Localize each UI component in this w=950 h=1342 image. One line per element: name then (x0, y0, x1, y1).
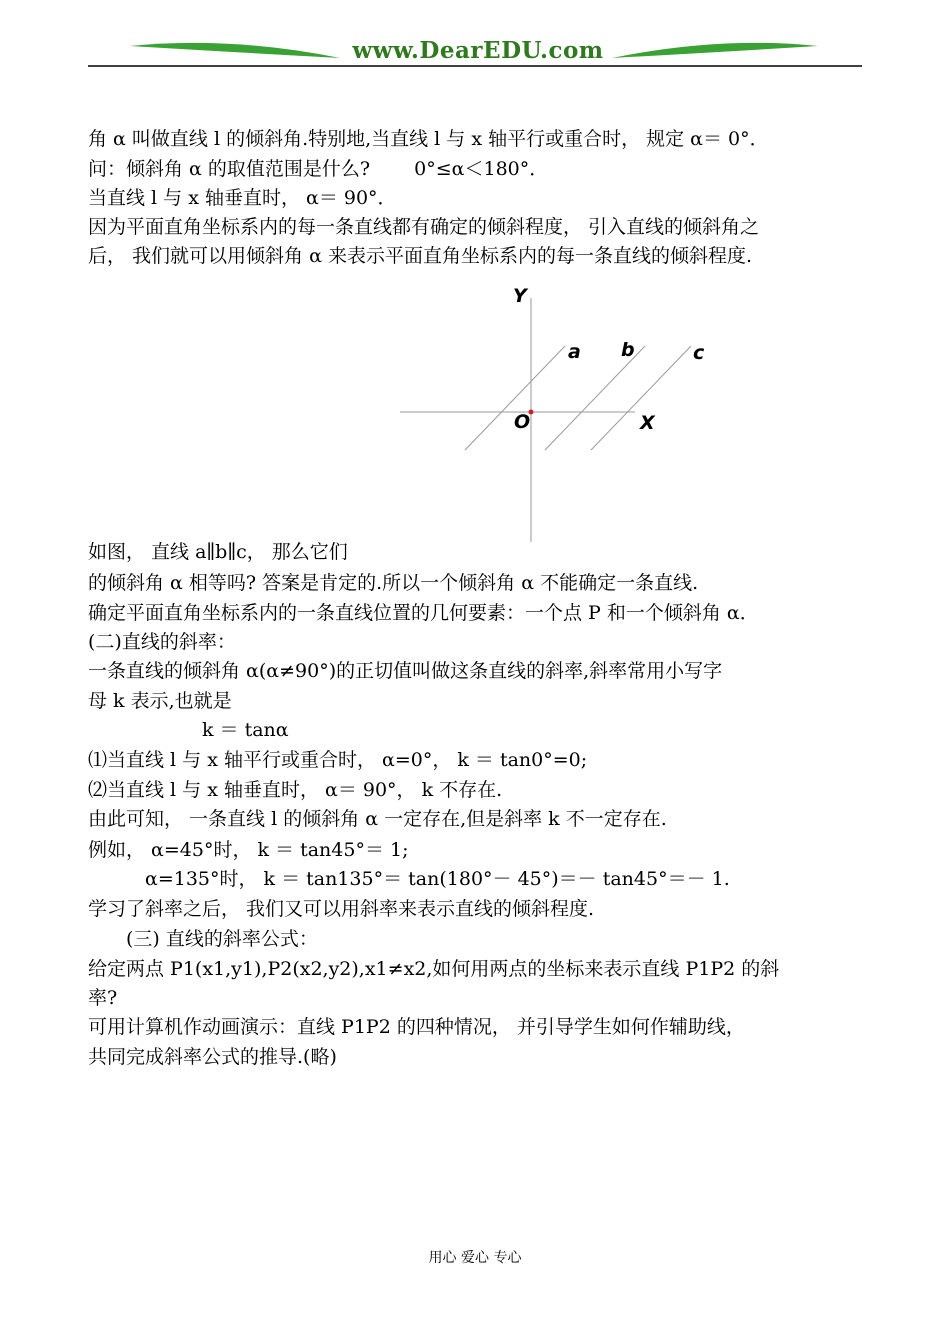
line-b-label: b (621, 339, 635, 361)
text-line: 的倾斜角 α 相等吗? 答案是肯定的.所以一个倾斜角 α 不能确定一条直线. (88, 572, 699, 594)
coordinate-axes-figure (395, 280, 725, 550)
text-line: ⑵当直线 l 与 x 轴垂直时， α＝ 90°， k 不存在. (88, 779, 503, 801)
formula-line: k ＝ tanα (88, 719, 289, 741)
line-a-label: a (568, 341, 581, 363)
line-c (591, 346, 691, 450)
parallel-lines-diagram (395, 280, 725, 550)
brand-logo-text: www.DearEDU.com (352, 37, 604, 64)
text-line: 角 α 叫做直线 l 的倾斜角.特别地,当直线 l 与 x 轴平行或重合时， 规定 α＝ 0°． (88, 128, 769, 150)
text-line: 例如， α=45°时， k ＝ tan45°＝ 1; (88, 839, 409, 861)
line-c-label: c (693, 342, 705, 364)
line-b (545, 346, 645, 450)
text-line: 问：倾斜角 α 的取值范围是什么? 0°≤α＜180°． (88, 158, 549, 180)
text-line: 母 k 表示,也就是 (88, 690, 232, 712)
text-line: 可用计算机作动画演示：直线 P1P2 的四种情况， 并引导学生如何作辅助线， (88, 1016, 745, 1038)
text-line: 如图， 直线 a∥b∥c， 那么它们 (88, 541, 348, 563)
page-header (0, 0, 950, 80)
text-line: 后， 我们就可以用倾斜角 α 来表示平面直角坐标系内的每一条直线的倾斜程度. (88, 245, 752, 267)
section-heading: (三) 直线的斜率公式： (88, 928, 318, 950)
text-line: 当直线 l 与 x 轴垂直时， α＝ 90°． (88, 187, 397, 209)
text-line: ⑴当直线 l 与 x 轴平行或重合时， α=0°， k ＝ tan0°=0; (88, 749, 588, 771)
left-swoosh (130, 43, 340, 58)
page-footer: 用心 爱心 专心 (428, 1250, 522, 1266)
y-axis-label: Y (513, 285, 527, 307)
origin-label: O (514, 411, 531, 433)
text-line: 由此可知， 一条直线 l 的倾斜角 α 一定存在,但是斜率 k 不一定存在. (88, 808, 667, 830)
x-axis-label: X (640, 412, 655, 434)
text-line: 共同完成斜率公式的推导.(略) (88, 1046, 337, 1068)
text-line: 一条直线的倾斜角 α(α≠90°)的正切值叫做这条直线的斜率,斜率常用小写字 (88, 660, 723, 682)
right-swoosh (612, 43, 818, 58)
text-line: 因为平面直角坐标系内的每一条直线都有确定的倾斜程度， 引入直线的倾斜角之 (88, 216, 760, 238)
text-line: 学习了斜率之后， 我们又可以用斜率来表示直线的倾斜程度. (88, 898, 595, 920)
line-a (465, 346, 565, 450)
text-line: 确定平面直角坐标系内的一条直线位置的几何要素：一个点 P 和一个倾斜角 α． (88, 602, 759, 624)
text-line: 给定两点 P1(x1,y1),P2(x2,y2),x1≠x2,如何用两点的坐标来表示直线 P1P2 的斜 (88, 958, 780, 980)
section-heading: (二)直线的斜率： (88, 631, 236, 653)
text-line: α=135°时， k ＝ tan135°＝ tan(180°－ 45°)＝－ tan45°＝－ 1. (88, 868, 730, 890)
text-line: 率? (88, 987, 118, 1009)
